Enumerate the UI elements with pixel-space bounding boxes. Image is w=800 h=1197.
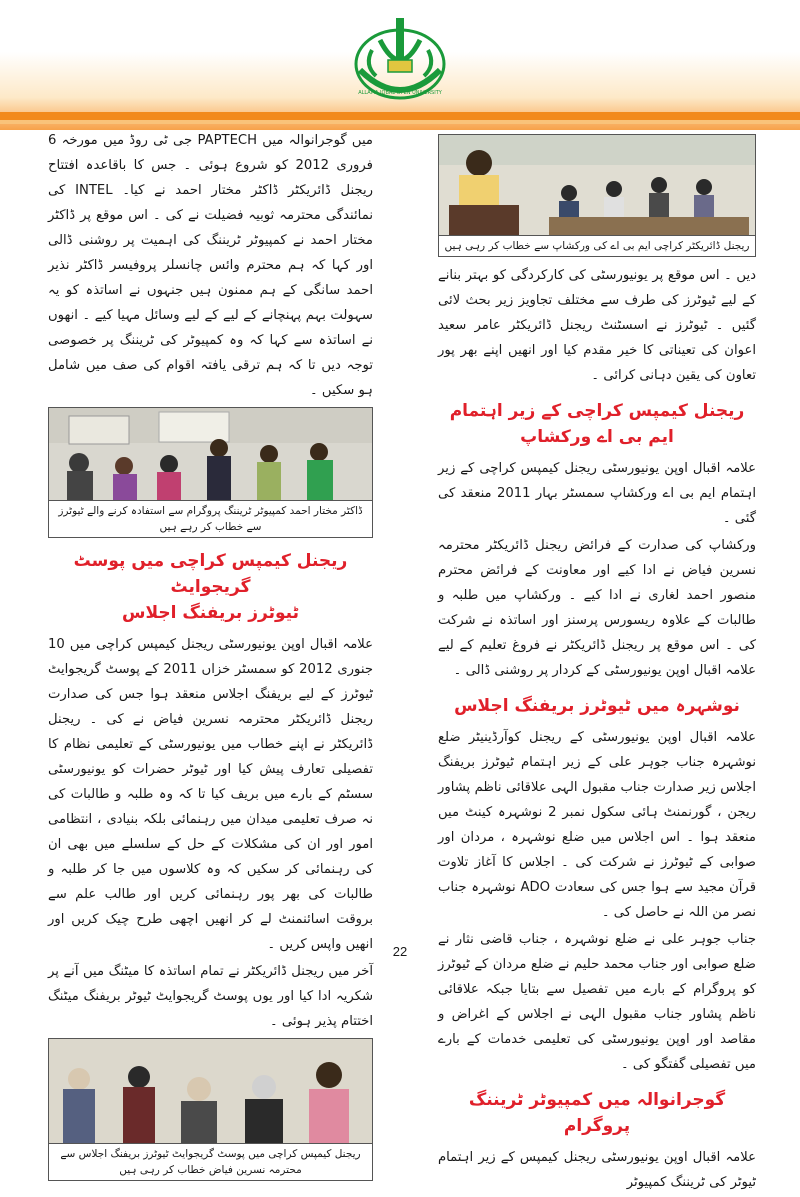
right-column: [438, 128, 756, 1197]
photo-computer-training-caption: ڈاکٹر مختار احمد کمپیوٹر ٹریننگ پروگرام سے استفادہ کرنے والے ٹیوٹرز سے خطاب کر رہے ہیں: [48, 501, 373, 538]
nowshera-paragraph-1: علامہ اقبال اوپن یونیورسٹی کے ریجنل کوآرڈینیٹر ضلع نوشہرہ جناب جوہر علی کے زیر اہتمام ٹیوٹرز بریفنگ اجلاس زیر صدارت جناب مقبول الہی علاقائی ناظم پشاور ریجن ، گورنمنٹ ہائی سکول نمبر 2 نوشہرہ کینٹ میں منعقد ہوا ۔ اس اجلاس میں ضلع نوشہرہ ، مردان اور صوابی کے ٹیوٹرز نے شرکت کی ۔ اجلاس کا آغاز تلاوت قرآن مجید سے ہوا جس کی سعادت ADO نوشہرہ جناب نصر من اللہ نے حاصل کی ۔: [438, 730, 757, 920]
svg-text:ALLAMA IQBAL OPEN UNIVERSITY: ALLAMA IQBAL OPEN UNIVERSITY: [358, 90, 442, 96]
heading-nowshera-briefing: نوشہرہ میں ٹیوٹرز بریفنگ اجلاس: [454, 696, 740, 716]
left-intro-paragraph: میں گوجرانوالہ میں PAPTECH جی ٹی روڈ میں مورخہ 6 فروری 2012 کو شروع ہوئی ۔ جس کا باقاعدہ افتتاح ریجنل ڈائریکٹر ڈاکٹر مختار احمد نے کیا۔ INTEL کی نمائندگی محترمہ ثوبیہ فضیلت نے کی ۔ اس موقع پر ڈاکٹر مختار احمد نے کمپیوٹر ٹریننگ کی اہمیت پر روشنی ڈالی اور کہا کہ ہم محترم وائس چانسلر پروفیسر ڈاکٹر نذیر احمد سانگی کے ہم ممنون ہیں جنہوں نے اساتذہ کو یہ سہولت بہم پہنچانے کے لیے کے لیے وسائل مہیا کیے ۔ انھوں نے اساتذہ سے کہا کہ وہ کمپیوٹر کی ٹریننگ پر خصوصی توجہ دیں تا کہ ہم ترقی یافتہ اقوام کی صف میں شامل ہو سکیں ۔: [48, 133, 373, 398]
header-orange-stripe: [0, 112, 800, 120]
heading-karachi-briefing-line2: ٹیوٹرز بریفنگ اجلاس: [122, 603, 299, 623]
photo-mba-workshop: [438, 134, 756, 236]
right-intro-paragraph: دیں ۔ اس موقع پر یونیورسٹی کی کارکردگی کو بہتر بنانے کے لیے ٹیوٹرز کی طرف سے مختلف تجاویز زیر بحث لائی گئیں ۔ ٹیوٹرز نے اسسٹنٹ ریجنل ڈائریکٹر عامر سعید اعوان کی تعیناتی کا خیر مقدم کیا اور انھیں اپنے بھر پور تعاون کی یقین دہانی کرائی ۔: [438, 268, 756, 383]
heading-mba-workshop: ریجنل کیمپس کراچی کے زیر اہتمام ایم بی اے ورکشاپ: [449, 401, 745, 447]
heading-gujranwala-computer: گوجرانوالہ میں کمپیوٹر ٹریننگ پروگرام: [468, 1090, 726, 1136]
karachi-briefing-paragraph-2: آخر میں ریجنل ڈائریکٹر نے تمام اساتذہ کا میٹنگ میں آنے پر شکریہ ادا کیا اور یوں پوسٹ گریجوایٹ ٹیوٹر بریفنگ میٹنگ اختتام پذیر ہوئی ۔: [48, 964, 373, 1029]
heading-karachi-briefing: [48, 548, 373, 626]
nowshera-paragraph-2: جناب جوہر علی نے ضلع نوشہرہ ، جناب قاضی نثار نے ضلع صوابی اور جناب محمد حلیم نے ضلع مردان کے ٹیوٹرز کو پروگرام کے بارے میں تفصیل سے بتایا جبکہ علاقائی ناظم پشاور جناب مقبول الہی نے اجلاس کے اغراض و مقاصد اور اوپن یونیورسٹی کی تعلیمی خدمات کے بارے میں تفصیلی گفتگو کی ۔: [438, 932, 756, 1072]
karachi-briefing-paragraph-1: علامہ اقبال اوپن یونیورسٹی ریجنل کیمپس کراچی میں 10 جنوری 2012 کو سمسٹر خزاں 2011 کے پوسٹ گریجوایٹ ٹیوٹرز کے لیے بریفنگ اجلاس منعقد ہوا جس کی صدارت ریجنل ڈائریکٹر محترمہ نسرین فیاض نے کی ۔ ریجنل ڈائریکٹر نے اپنے خطاب میں یونیورسٹی کے تعلیمی نظام کا تفصیلی تعارف پیش کیا اور ٹیوٹر حضرات کو یونیورسٹی سسٹم کے بارے میں بریف کیا تا کہ وہ طلبہ و طالبات کی نہ صرف تعلیمی میدان میں رہنمائی بلکہ بنیادی ، انتظامی امور اور ان کی مشکلات کے حل کے سلسلے میں بھی ان کی رہنمائی کر سکیں کہ وہ کلاسوں میں جا کر طلبہ و طالبات کی بھر پور رہنمائی کریں اور طالب علم سے بروقت اسائنمنٹ لے کر انھیں اچھی طرح چیک کریں اور انھیں واپس کریں ۔: [48, 637, 373, 952]
gujranwala-paragraph-1: علامہ اقبال اوپن یونیورسٹی ریجنل کیمپس کے زیر اہتمام ٹیوٹر کی ٹریننگ کمپیوٹر: [438, 1150, 756, 1190]
page-number: 22: [392, 944, 408, 959]
photo-karachi-briefing: [48, 1038, 373, 1144]
mba-workshop-paragraph-1: علامہ اقبال اوپن یونیورسٹی ریجنل کیمپس کراچی کے زیر اہتمام ایم بی اے ورکشاپ سمسٹر بہار 2011 منعقد کی گئی ۔: [438, 461, 756, 526]
heading-karachi-briefing-line1: ریجنل کیمپس کراچی میں پوسٹ گریجوایٹ: [73, 551, 348, 597]
university-logo: [350, 10, 450, 110]
header-light-stripe: [0, 120, 800, 124]
photo-mba-workshop-caption: ریجنل ڈائریکٹر کراچی ایم بی اے کی ورکشاپ سے خطاب کر رہی ہیں: [438, 236, 756, 257]
left-column: [48, 128, 373, 1187]
mba-workshop-paragraph-2: ورکشاپ کی صدارت کے فرائض ریجنل ڈائریکٹر محترمہ نسرین فیاض نے ادا کیے اور معاونت کے فرائض محترم منصور احمد لغاری نے ادا کیے ۔ ورکشاپ میں طلبہ و طالبات کے علاوہ ریسورس پرسنز اور اساتذہ نے شرکت کی ۔ اس موقع پر ریجنل ڈائریکٹر نے فروغ تعلیم کے لیے علامہ اقبال اوپن یونیورسٹی کے کردار پر روشنی ڈالی ۔: [438, 538, 756, 678]
photo-computer-training: [48, 407, 373, 501]
photo-karachi-briefing-caption: ریجنل کیمپس کراچی میں پوسٹ گریجوایٹ ٹیوٹرز بریفنگ اجلاس سے محترمہ نسرین فیاض خطاب کر رہی ہیں: [48, 1144, 373, 1181]
